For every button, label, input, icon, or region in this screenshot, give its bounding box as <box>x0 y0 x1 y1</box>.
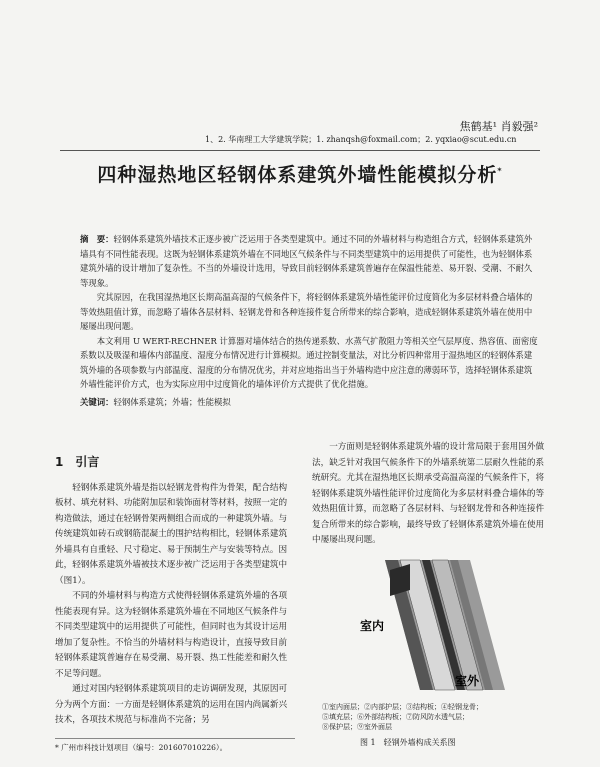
legend-line-2: ⑤填充层；⑥外部结构板；⑦防风防水透气层； <box>322 713 469 721</box>
authors: 焦鹤基¹ 肖毅强² <box>459 120 538 133</box>
right-column <box>312 440 550 549</box>
body-para-3: 通过对国内轻钢体系建筑项目的走访调研发现，其原因可分为两个方面：一方面是轻钢体系建筑的运用在国内尚属新兴技术，各项技术规范与标准尚不完备；另 <box>55 684 288 725</box>
legend-line-1: ①室内面层；②内部护层；③结构板；④轻钢龙骨； <box>322 703 483 711</box>
keywords <box>80 395 538 410</box>
header-rule <box>60 150 540 151</box>
keywords-label: 关键词： <box>80 396 114 407</box>
figure-caption: 图 1 轻钢外墙构成关系图 <box>360 738 456 747</box>
body-para-1: 轻钢体系建筑外墙是指以轻钢龙骨构件为骨架，配合结构板材、填充材料、功能附加层和装饰面材等材料，按照一定的构造做法，通过在轻钢骨架两侧组合而成的一种建筑外墙。与传统建筑如砖石或钢筋混凝土的围护结构相比，轻钢体系建筑外墙具有自重轻、尺寸稳定、易于预制生产与安装等特点。因此，轻钢体系建筑外墙被技术逐步被广泛运用于各类型建筑中（图1）。 <box>55 482 288 586</box>
outdoor-label: 室外 <box>455 674 480 688</box>
indoor-label: 室内 <box>360 619 385 633</box>
abstract-para-3: 本文利用 U WERT-RECHNER 计算器对墙体结合的热传递系数、水蒸气扩散阻力等相关空气层厚度、热容值、面密度系数以及吸湿和墙体内部温度、湿度分布情况进行计算模拟。通过控制变量法，对比分析四种常用于湿热地区的轻钢体系建筑外墙的各项参数与内部温度、湿度的分布情况优劣，并对应地指出当于外墙构造中应注意的薄弱环节，选择轻钢体系建筑外墙性能评价方式，也为实际应用中过度简化的墙体评价方式提供了优化措施。 <box>80 335 538 389</box>
abstract-para-1 <box>80 232 538 290</box>
wall-diagram-figure <box>330 550 510 695</box>
abstract <box>80 232 538 409</box>
legend-line-3: ⑧保护层；⑨室外面层 <box>322 723 392 731</box>
body-para-2: 不同的外墙材料与构造方式使得轻钢体系建筑外墙的各项性能表现有异。这为轻钢体系建筑外墙在不同地区气候条件与不同类型建筑中的运用提供了可能性，但同时也为其设计运用增加了复杂性。不恰当的外墙材料与构造设计，直接导致目前轻钢体系建筑普遍存在易受潮、易开裂、热工性能差和耐久性不足等问题。 <box>55 591 288 679</box>
section-number: 1 <box>55 455 64 469</box>
body-para-4: 一方面则是轻钢体系建筑外墙的设计常局限于套用国外做法，缺乏针对我国气候条件下的外墙系统第二层耐久性能的系统研究。尤其在湿热地区长期承受高温高湿的气候条件下，将轻钢体系建筑外墙性能评价过度简化为多层材料叠合墙体的等效热阻值计算，而忽略了各层材料、与轻钢龙骨和各种连接件复合所带来的综合影响，最终导致了轻钢体系建筑外墙在使用中屡屡出现问题。 <box>312 442 545 545</box>
paper-title <box>0 160 600 187</box>
left-column <box>55 455 295 729</box>
title-text: 四种湿热地区轻钢体系建筑外墙性能模拟分析 <box>97 164 498 186</box>
title-mark: * <box>497 166 503 176</box>
abstract-label: 摘 要： <box>80 234 114 244</box>
section-heading <box>55 455 295 471</box>
keywords-text: 轻钢体系建筑；外墙；性能模拟 <box>113 396 231 407</box>
abstract-text-1: 轻钢体系建筑外墙技术正逐步被广泛运用于各类型建筑中。通过不同的外墙材料与构造组合方式，轻钢体系建筑外墙具有不同性能表现。这既为轻钢体系建筑外墙在不同地区气候条件与不同类型建筑中的运用提供了可能性，也为轻钢体系建筑外墙的设计增加了复杂性。不当的外墙设计选用，导致目前轻钢体系建筑普遍存在保温性能差、易开裂、受潮、不耐久等现象。 <box>80 234 533 288</box>
section-title: 引言 <box>75 455 100 469</box>
affiliation: 1、2. 华南理工大学建筑学院；1. zhanqsh@foxmail.com；2. yqxiao@scut.edu.cn <box>205 135 517 144</box>
footnote: * 广州市科技计划项目（编号：201607010226）。 <box>55 738 295 753</box>
abstract-para-2: 究其原因，在我国湿热地区长期高温高湿的气候条件下，将轻钢体系建筑外墙性能评价过度简化为多层材料叠合墙体的等效热阻值计算，而忽略了墙体各层材料、轻钢龙骨和各种连接件复合所带来的综合影响，造成轻钢体系建筑外墙在使用中屡屡出现问题。 <box>80 292 533 331</box>
figure-legend <box>322 702 552 732</box>
